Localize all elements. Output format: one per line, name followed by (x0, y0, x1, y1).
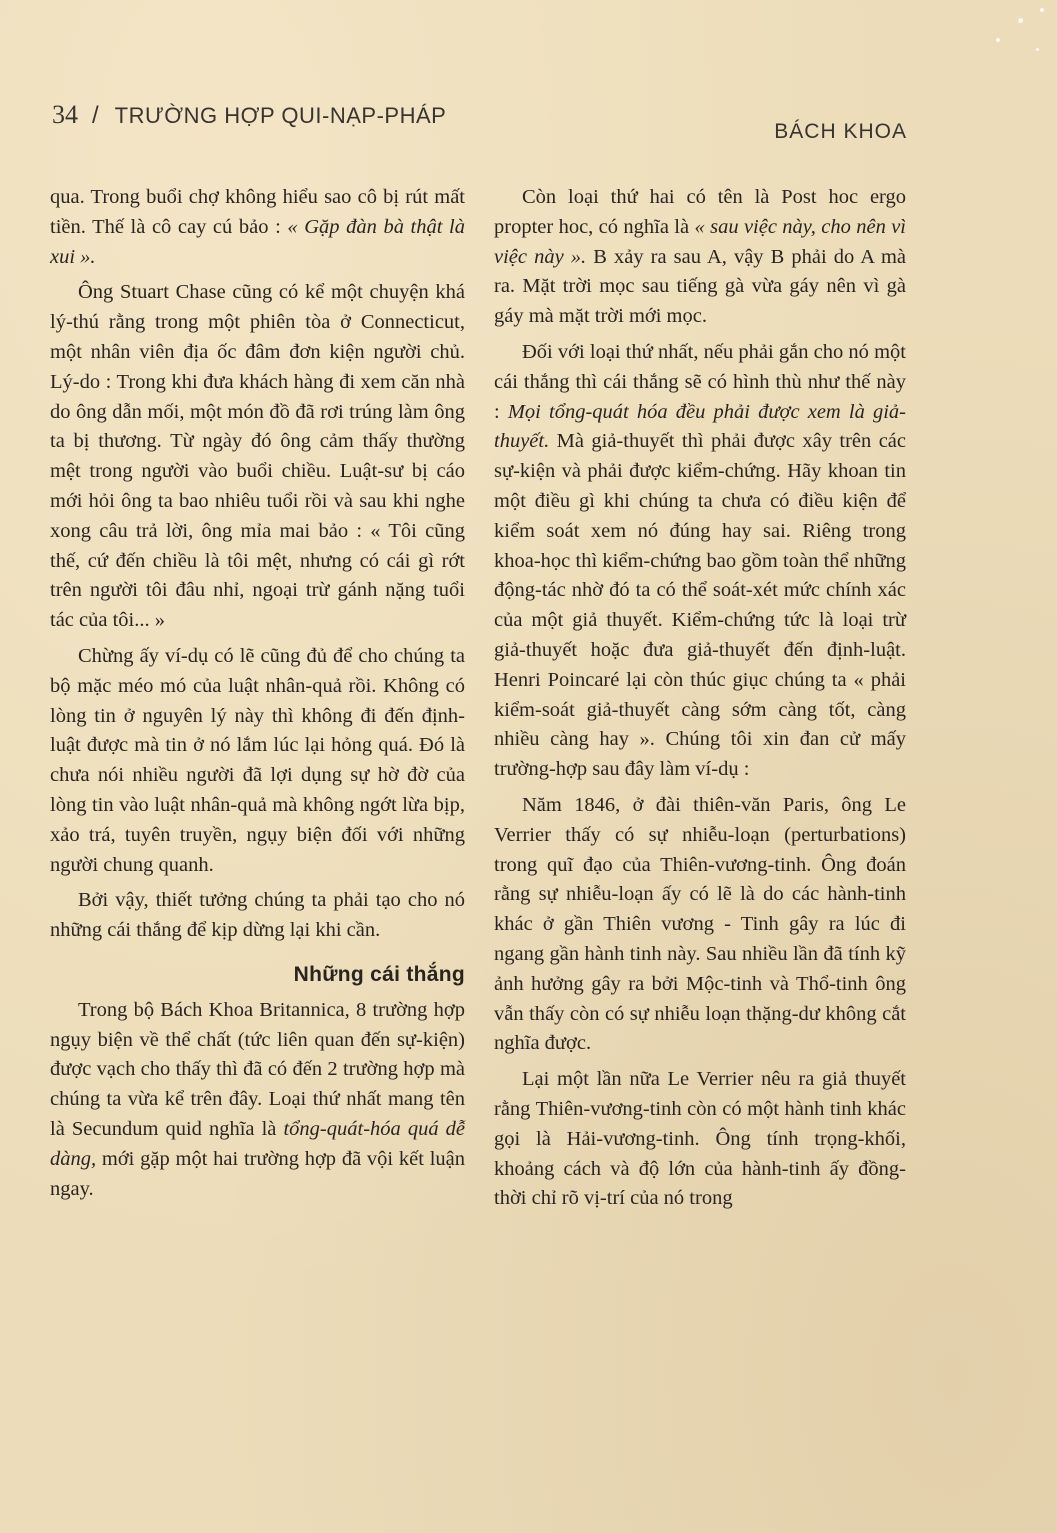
paragraph: Lại một lần nữa Le Verrier nêu ra giả thuyết rằng Thiên-vương-tinh còn có một hành tinh khác gọi là Hải-vương-tinh. Ông tính trọng-khối, khoảng cách và độ lớn của hành-tinh ấy đồng-thời chỉ rõ vị-trí của nó trong (494, 1068, 906, 1210)
paper-speck (1040, 8, 1044, 12)
paper-speck (1036, 48, 1039, 51)
paragraph-text: Còn loại thứ hai có tên là Post hoc ergo propter hoc, có nghĩa là (494, 186, 906, 238)
quote-text: « Gặp đàn bà thật là xui ». (50, 215, 465, 268)
paragraph-text: Đối với loại thứ nhất, nếu phải gắn cho nó một cái thắng thì cái thắng sẽ có hình thù như thế này : (494, 340, 906, 423)
paper-speck (996, 38, 1000, 42)
paragraph (494, 183, 906, 332)
paragraph-text: B xảy ra sau A, vậy B phải do A mà ra. Mặt trời mọc sau tiếng gà vừa gáy nên vì gà gáy mà mặt trời mới mọc. (494, 245, 907, 328)
running-title: TRƯỜNG HỢP QUI-NẠP-PHÁP (114, 103, 447, 128)
paragraph (50, 183, 465, 272)
emphasis-text: Mọi tổng-quát hóa đều phải được xem là giả-thuyết. (494, 400, 907, 453)
left-column (50, 183, 465, 1210)
paragraph-text: Mà giả-thuyết thì phải được xây trên các sự-kiện và phải được kiểm-chứng. Hãy khoan tin một điều gì khi chúng ta chưa có điều kiện để kiểm soát xem nó đúng hay sai. Riêng trong khoa-học thì kiểm-chứng bao gồm toàn thể những động-tác nhờ đó ta có thể soát-xét mức chính xác của một giả thuyết. Kiểm-chứng tức là loại trừ giả-thuyết hoặc đưa giả-thuyết đến định-luật. Henri Poincaré lại còn thúc giục chúng ta « phải kiểm-soát giả-thuyết càng sớm càng tốt, càng nhiều càng hay ». Chúng tôi xin đan cử mấy trường-hợp sau đây làm ví-dụ : (494, 430, 906, 781)
paragraph-text: qua. Trong buổi chợ không hiểu sao cô bị rút mất tiền. Thế là cô cay cú bảo : (50, 186, 465, 238)
paragraph: Năm 1846, ở đài thiên-văn Paris, ông Le Verrier thấy có sự nhiễu-loạn (perturbations) trong quĩ đạo của Thiên-vương-tinh. Ông đoán rằng sự nhiễu-loạn ấy có lẽ là do các hành-tinh khác ở gần Thiên vương - Tinh gây ra lúc đi ngang gần hành tinh này. Sau nhiều lần đã tính kỹ ảnh hưởng gây ra bởi Mộc-tinh và Thổ-tinh ông vẫn thấy còn có sự nhiễu loạn thặng-dư không cắt nghĩa được. (494, 793, 906, 1055)
paragraph (494, 338, 906, 785)
paragraph (50, 996, 465, 1205)
emphasis-text: tổng-quát-hóa quá dễ dàng, (50, 1117, 466, 1170)
paragraph: Chừng ấy ví-dụ có lẽ cũng đủ để cho chúng ta bộ mặc méo mó của luật nhân-quả rồi. Không có lòng tin ở nguyên lý này thì không đi đến định-luật được mà tin ở nó lắm lúc lại hỏng quá. Đó là chưa nói nhiều người đã lợi dụng sự hờ đờ của lòng tin vào luật nhân-quả mà không ngớt lừa bịp, xảo trá, tuyên truyền, ngụy biện đối với những người chung quanh. (50, 644, 465, 876)
page-number: 34 (52, 100, 78, 129)
paragraph: Bởi vậy, thiết tưởng chúng ta phải tạo cho nó những cái thắng để kịp dừng lại khi cần. (50, 889, 465, 942)
paragraph-text: mới gặp một hai trường hợp đã vội kết luận ngay. (50, 1147, 465, 1200)
right-column (494, 183, 906, 1220)
header-separator: / (92, 102, 99, 129)
emphasis-text: « sau việc này, cho nên vì việc này ». (494, 215, 906, 268)
section-heading: Những cái thắng (293, 962, 465, 986)
paragraph: Ông Stuart Chase cũng có kể một chuyện khá lý-thú rằng trong một phiên tòa ở Connecticut, một nhân viên địa ốc đâm đơn kiện người chủ. Lý-do : Trong khi đưa khách hàng đi xem căn nhà do ông dẫn mối, một món đồ đã rơi trúng làm ông ta bị thương. Từ ngày đó ông cảm thấy thường mệt trong người vào buổi chiều. Luật-sư bị cáo mới hỏi ông ta bao nhiêu tuổi rồi và sau khi nghe xong câu trả lời, ông mỉa mai bảo : « Tôi cũng thế, cứ đến chiều là tôi mệt, nhưng có cái gì rớt trên người tôi đâu nhỉ, ngoại trừ gánh nặng tuổi tác của tôi... » (50, 281, 465, 632)
paragraph-text: Trong bộ Bách Khoa Britannica, 8 trường hợp ngụy biện về thể chất (tức liên quan đến sự-kiện) được vạch cho thấy thì đã có đến 2 trường hợp mà chúng ta vừa kể trên đây. Loại thứ nhất mang tên là Secundum quid nghĩa là (50, 998, 465, 1140)
paper-speck (1018, 18, 1023, 23)
magazine-name: BÁCH KHOA (774, 120, 907, 143)
